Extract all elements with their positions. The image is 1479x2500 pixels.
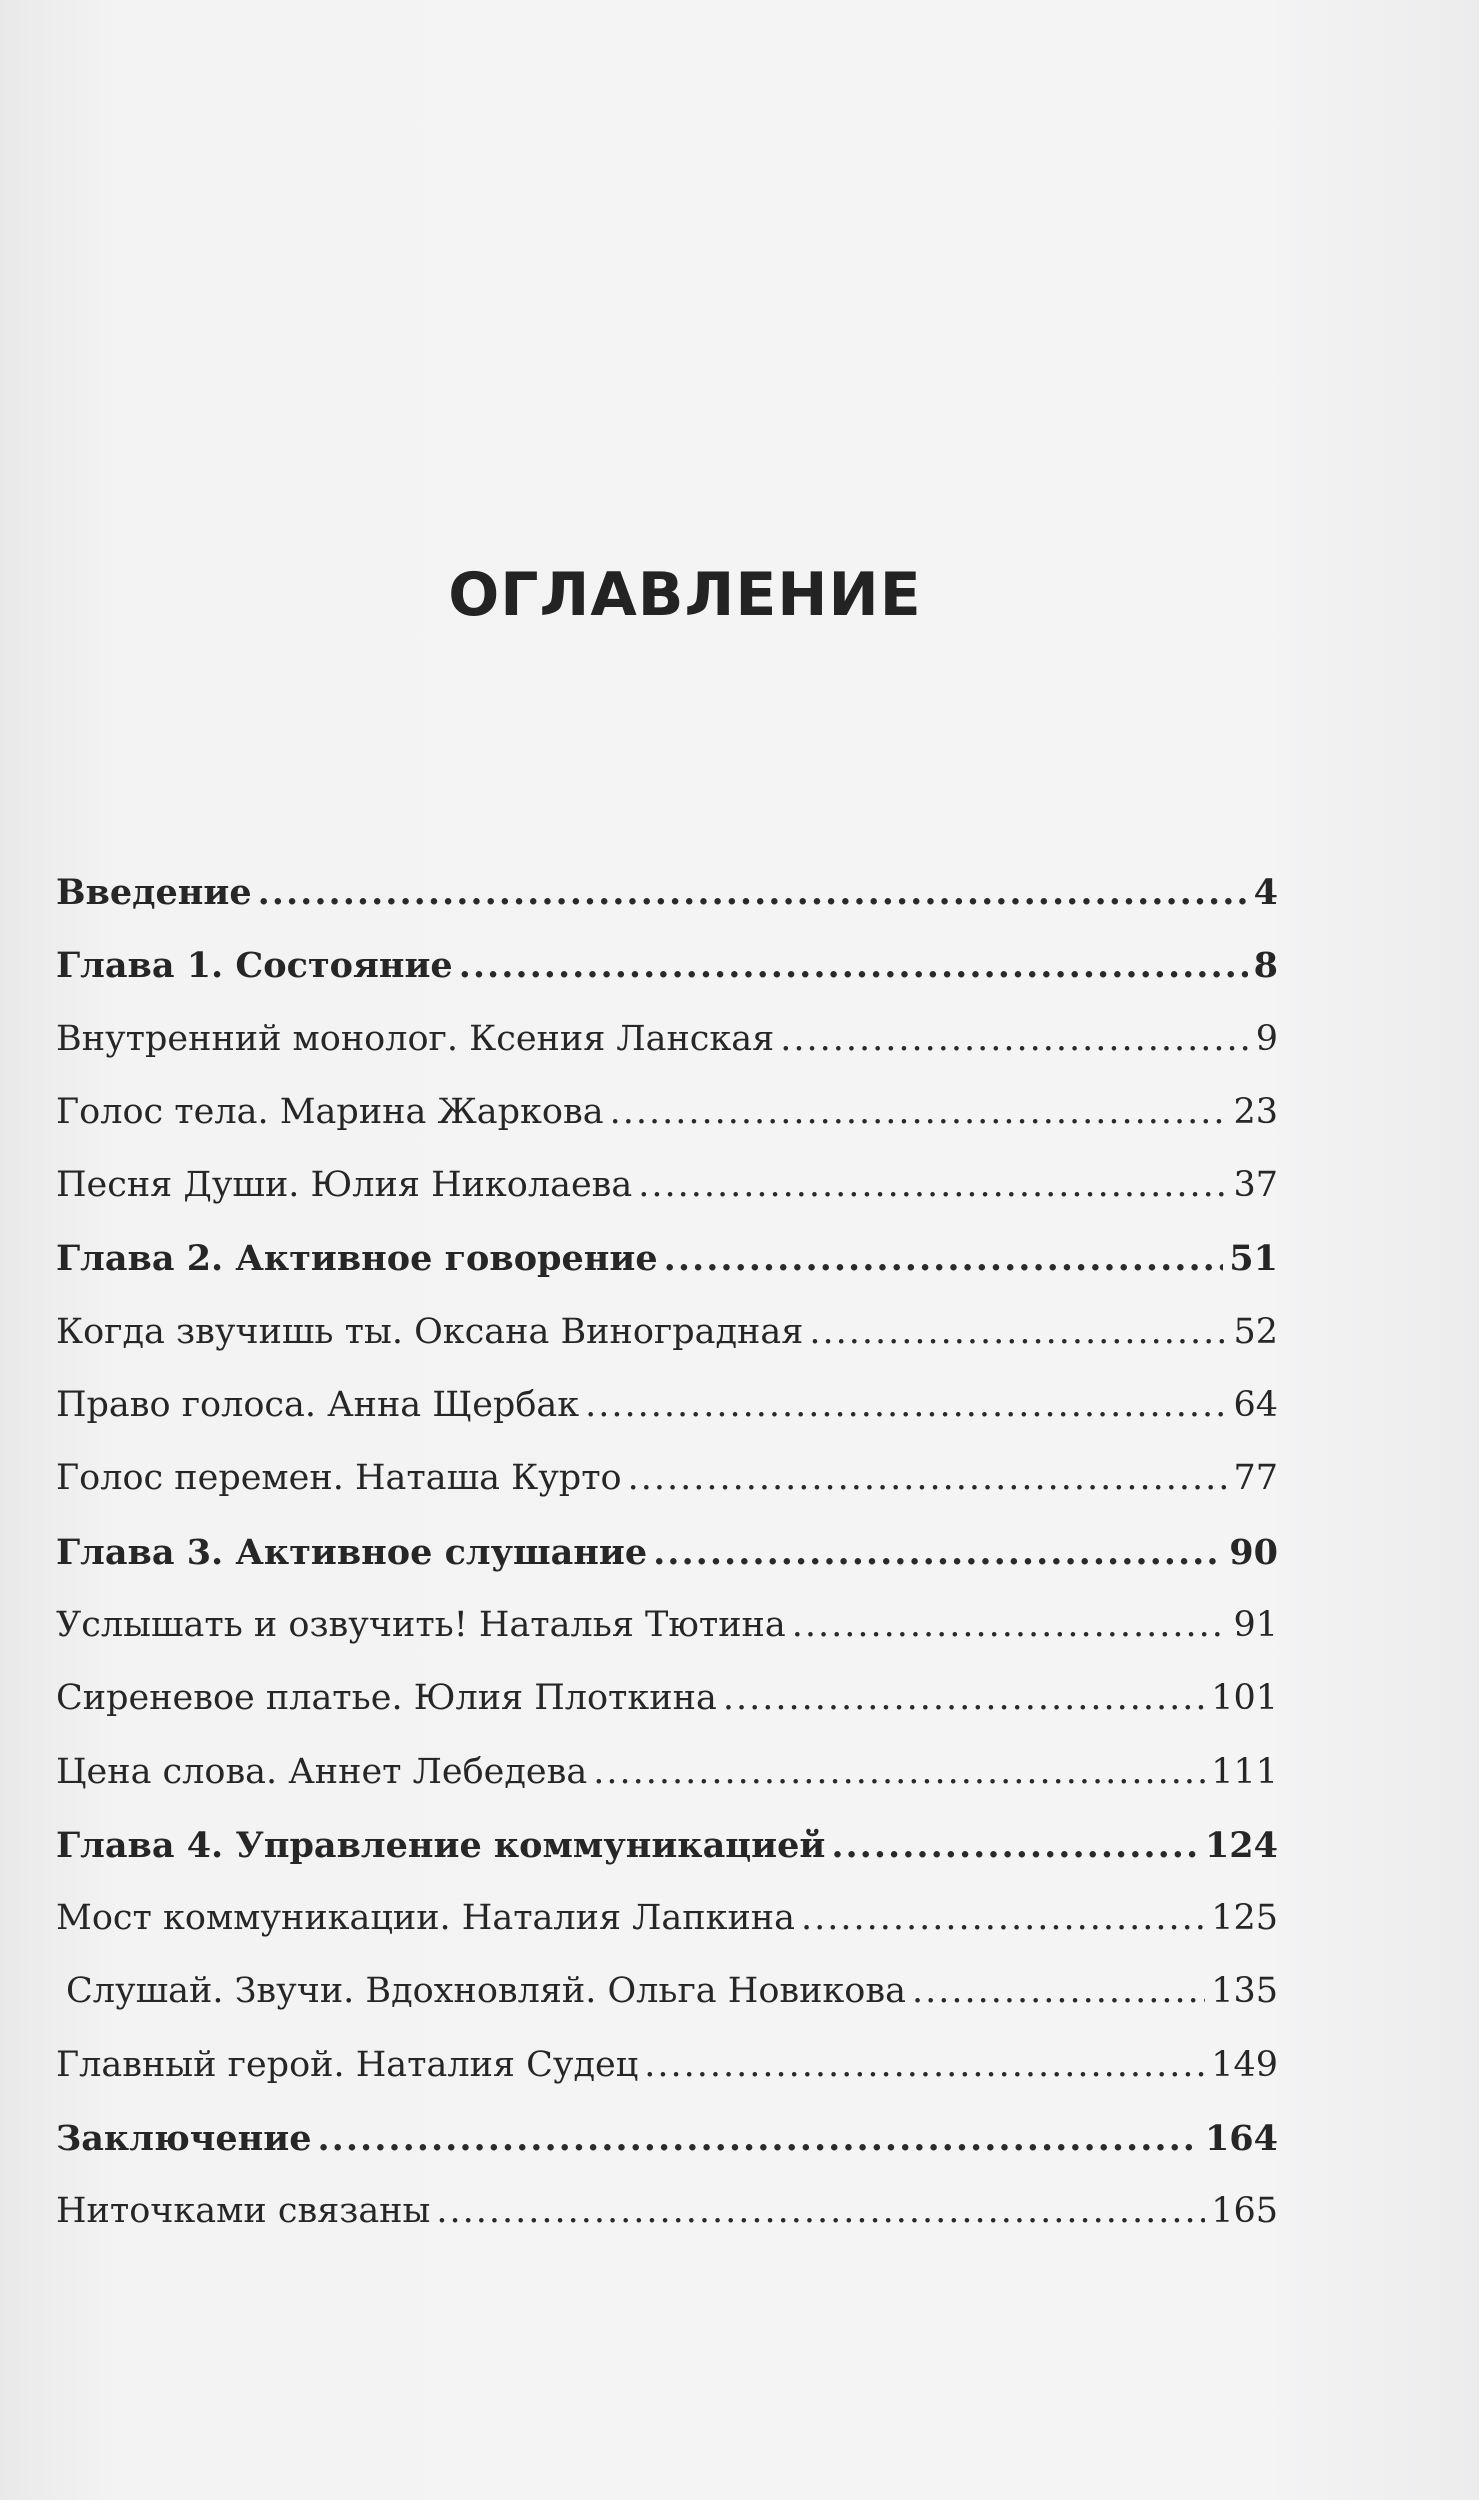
dot-leader — [436, 2191, 1205, 2231]
toc-page-number: 101 — [1211, 1678, 1278, 1719]
toc-section-row[interactable] — [56, 1165, 1278, 1238]
toc-page-number: 9 — [1255, 1018, 1278, 1059]
toc-page-number: 165 — [1211, 2191, 1278, 2232]
toc-entry-title: Цена слова. Аннет Лебедева — [56, 1751, 588, 1792]
toc-entry-title: Когда звучишь ты. Оксана Виноградная — [56, 1311, 804, 1352]
toc-section-row[interactable] — [56, 2191, 1278, 2264]
toc-section-row[interactable] — [56, 1019, 1278, 1092]
toc-section-row[interactable] — [56, 1312, 1278, 1385]
toc-page-number: 164 — [1204, 2118, 1278, 2160]
toc-entry-title: Голос тела. Марина Жаркова — [56, 1091, 604, 1132]
toc-section-row[interactable] — [56, 1458, 1278, 1531]
dot-leader — [809, 1312, 1227, 1352]
toc-section-row[interactable] — [56, 1605, 1278, 1678]
toc-entry-title: Главный герой. Наталия Судец — [56, 2044, 639, 2085]
toc-chapter-row[interactable] — [56, 945, 1278, 1018]
toc-section-row[interactable] — [56, 1752, 1278, 1825]
toc-section-row[interactable] — [56, 1385, 1278, 1458]
toc-chapter-row[interactable] — [56, 872, 1278, 945]
toc-page-number: 77 — [1233, 1458, 1278, 1499]
dot-leader — [792, 1605, 1228, 1645]
toc-page-number: 51 — [1229, 1238, 1278, 1280]
dot-leader — [653, 1532, 1223, 1573]
dot-leader — [723, 1678, 1205, 1718]
toc-entry-title: Голос перемен. Наташа Курто — [56, 1458, 622, 1499]
toc-page-number: 91 — [1233, 1604, 1278, 1645]
toc-section-row[interactable] — [56, 1898, 1278, 1971]
toc-chapter-row[interactable] — [56, 2118, 1278, 2191]
toc-entry-title: Право голоса. Анна Щербак — [56, 1385, 580, 1426]
toc-page-number: 52 — [1233, 1311, 1278, 1352]
toc-entry-title: Слушай. Звучи. Вдохновляй. Ольга Новикова — [66, 1971, 906, 2012]
toc-chapter-row[interactable] — [56, 1825, 1278, 1898]
toc-section-row[interactable] — [56, 2045, 1278, 2118]
toc-entry-title: Глава 2. Активное говорение — [56, 1238, 658, 1280]
toc-page-number: 37 — [1233, 1165, 1278, 1206]
toc-page-number: 90 — [1229, 1531, 1278, 1573]
page-title: ОГЛАВЛЕНИЕ — [448, 560, 922, 631]
dot-leader — [258, 872, 1248, 913]
dot-leader — [644, 2045, 1205, 2085]
dot-leader — [585, 1385, 1227, 1425]
toc-page-number: 8 — [1253, 945, 1278, 987]
dot-leader — [801, 1898, 1205, 1938]
toc-page-number: 149 — [1211, 2044, 1278, 2085]
toc-page-number: 124 — [1204, 1824, 1278, 1866]
toc-page-number: 64 — [1233, 1385, 1278, 1426]
toc-page-number: 4 — [1253, 872, 1278, 913]
dot-leader — [628, 1458, 1228, 1498]
dot-leader — [664, 1238, 1224, 1279]
dot-leader — [318, 2118, 1199, 2159]
toc-entry-title: Песня Души. Юлия Николаева — [56, 1165, 633, 1206]
toc-page-number: 23 — [1233, 1091, 1278, 1132]
dot-leader — [638, 1165, 1227, 1205]
toc-section-row[interactable] — [56, 1092, 1278, 1165]
toc-entry-title: Ниточками связаны — [56, 2191, 431, 2232]
dot-leader — [780, 1019, 1249, 1059]
toc-page-number: 125 — [1211, 1898, 1278, 1939]
dot-leader — [831, 1825, 1199, 1866]
toc-entry-title: Введение — [56, 872, 252, 913]
toc-chapter-row[interactable] — [56, 1532, 1278, 1605]
table-of-contents — [56, 872, 1278, 2265]
dot-leader — [912, 1971, 1205, 2011]
toc-section-row[interactable] — [56, 1971, 1278, 2044]
toc-entry-title: Внутренний монолог. Ксения Ланская — [56, 1018, 775, 1059]
toc-page-number: 135 — [1211, 1971, 1278, 2012]
toc-entry-title: Услышать и озвучить! Наталья Тютина — [56, 1604, 786, 1645]
toc-entry-title: Сиреневое платье. Юлия Плоткина — [56, 1678, 717, 1719]
toc-entry-title: Мост коммуникации. Наталия Лапкина — [56, 1898, 795, 1939]
dot-leader — [610, 1092, 1228, 1132]
toc-section-row[interactable] — [56, 1678, 1278, 1751]
toc-entry-title: Глава 3. Активное слушание — [56, 1531, 648, 1573]
toc-page-number: 111 — [1211, 1751, 1278, 1792]
toc-entry-title: Заключение — [56, 2118, 312, 2160]
toc-entry-title: Глава 1. Состояние — [56, 945, 453, 987]
dot-leader — [459, 945, 1248, 986]
dot-leader — [593, 1752, 1205, 1792]
toc-entry-title: Глава 4. Управление коммуникацией — [56, 1824, 826, 1866]
toc-chapter-row[interactable] — [56, 1238, 1278, 1311]
